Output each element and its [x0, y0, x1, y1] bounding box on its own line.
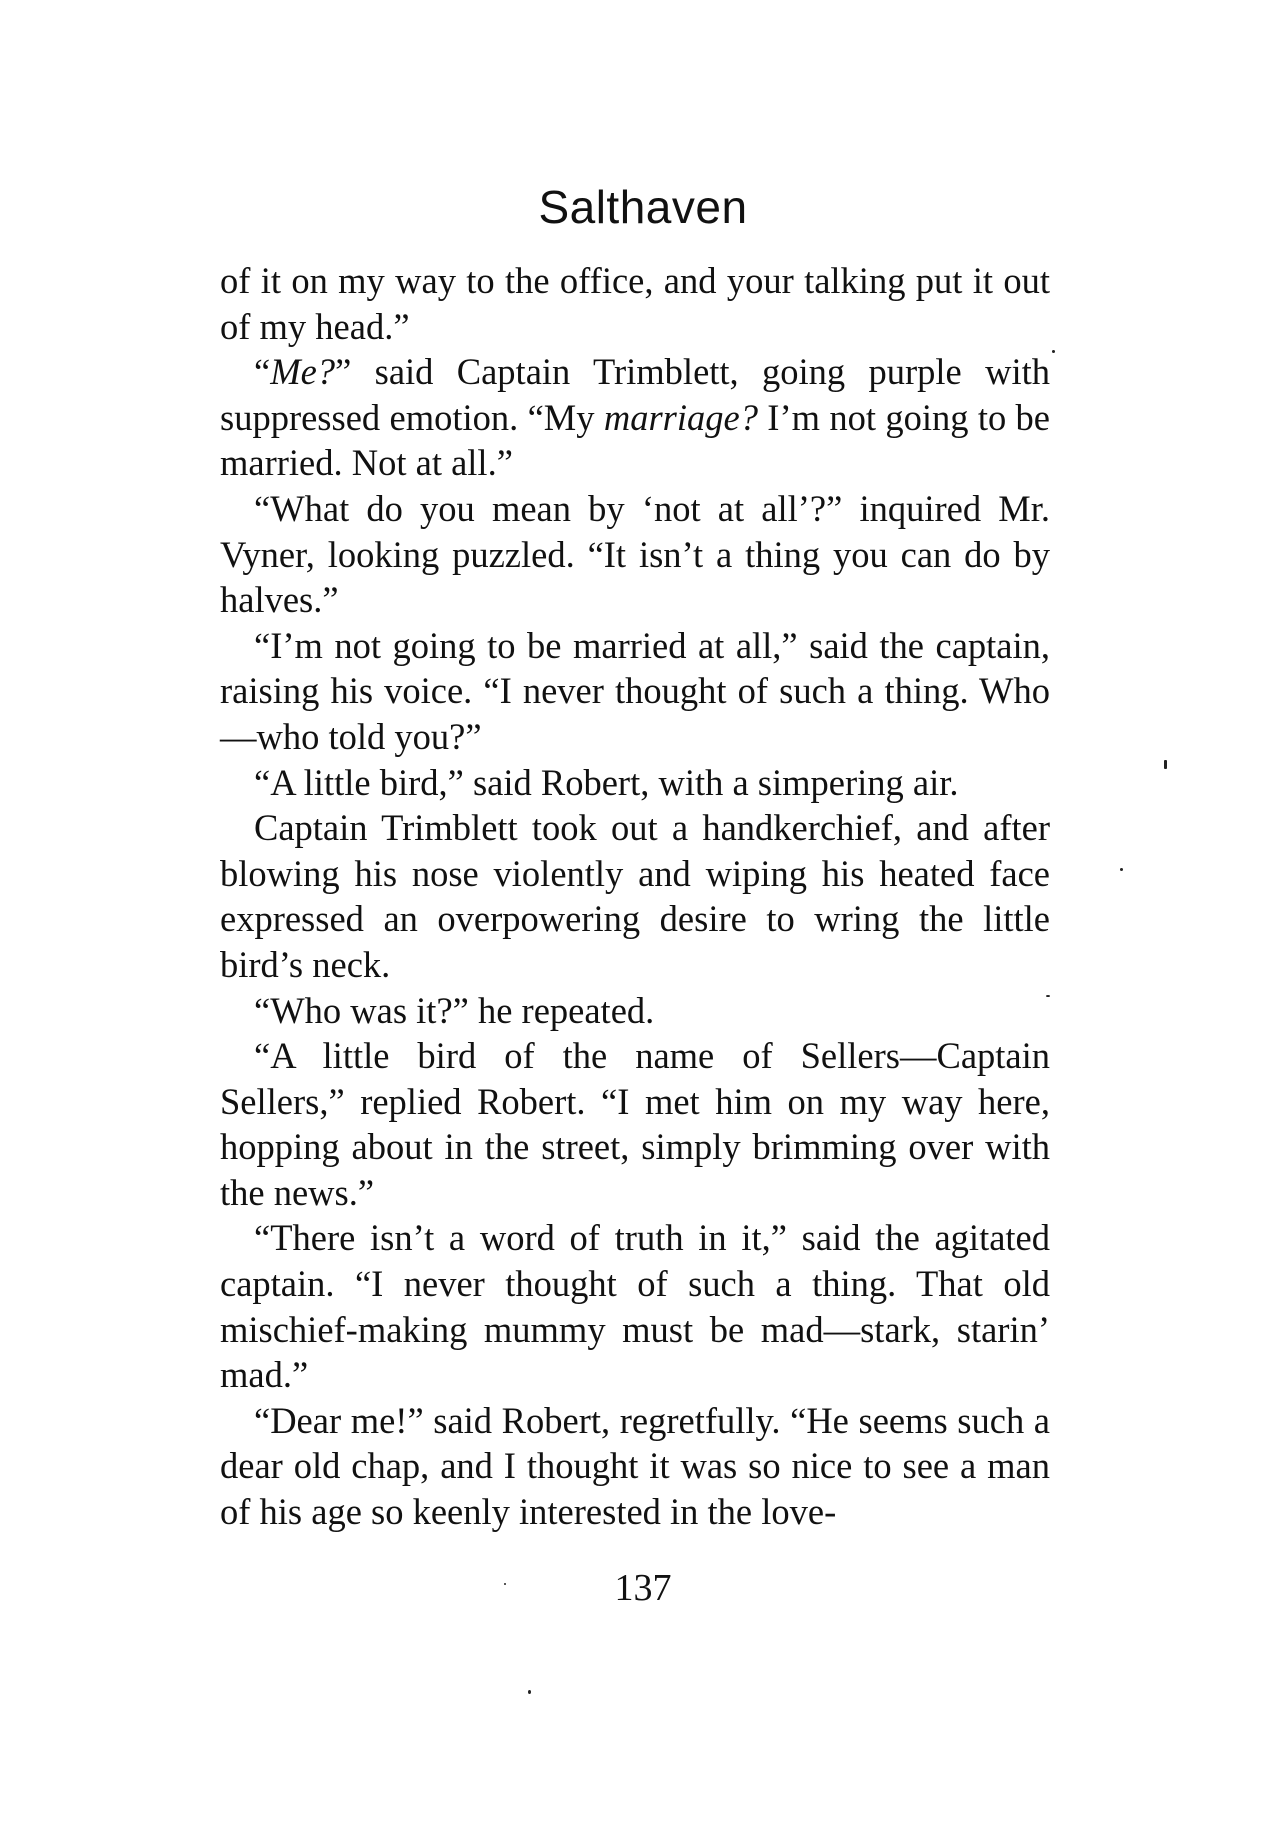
text-run: “There isn’t a word of truth in it,” said the agitated captain. “I never thought of such a thing. That old mischief-making mummy must be mad—stark, starin’ mad.”	[220, 1217, 1050, 1396]
text-run: I’m not going to be married. Not at all.”	[220, 396, 1051, 484]
paragraph	[220, 486, 1050, 623]
text-run: “A little bird,” said Robert, with a simpering air.	[254, 761, 959, 803]
text-run: “	[254, 351, 271, 393]
paragraph	[220, 1398, 1050, 1535]
paragraph	[220, 623, 1050, 760]
scan-speck	[1046, 995, 1050, 997]
paragraph	[220, 1215, 1050, 1397]
scan-speck	[1164, 760, 1167, 769]
text-run: “Dear me!” said Robert, regretfully. “He seems such a dear old chap, and I thought it was so nice to see a man of his age so keenly interested in the love-	[220, 1399, 1050, 1533]
scan-speck	[1120, 868, 1123, 871]
body-text	[220, 258, 1050, 1535]
text-run: “I’m not going to be married at all,” said the captain, raising his voice. “I never thought of such a thing. Who—who told you?”	[220, 624, 1050, 757]
paragraph	[220, 805, 1050, 987]
italic-text: Me?	[270, 351, 336, 393]
text-run: Captain Trimblett took out a handkerchief, and after blowing his nose violently and wiping his heated face expressed an overpowering desire to wring the little bird’s neck.	[220, 807, 1050, 985]
scan-speck	[1052, 350, 1055, 353]
paragraph	[220, 760, 1050, 806]
scan-speck	[504, 1583, 506, 1585]
paragraph	[220, 1033, 1050, 1215]
paragraph	[220, 349, 1050, 486]
running-head: Salthaven	[538, 181, 748, 233]
page-number: 137	[614, 1567, 672, 1609]
text-run: “Who was it?” he repeated.	[254, 989, 655, 1031]
text-run: “What do you mean by ‘not at all’?” inquired Mr. Vyner, looking puzzled. “It isn’t a thing you can do by halves.”	[220, 487, 1050, 621]
italic-text: marriage?	[603, 396, 758, 438]
text-run: ” said Captain Trimblett, going purple with suppressed emotion. “My	[220, 351, 1050, 438]
paragraph	[220, 988, 1050, 1034]
text-run: “A little bird of the name of Sellers—Captain Sellers,” replied Robert. “I met him on my way here, hopping about in the street, simply brimming over with the news.”	[220, 1035, 1050, 1213]
paragraph	[220, 258, 1050, 349]
text-run: of it on my way to the office, and your talking put it out of my head.”	[220, 260, 1050, 347]
scan-speck	[528, 1690, 531, 1694]
